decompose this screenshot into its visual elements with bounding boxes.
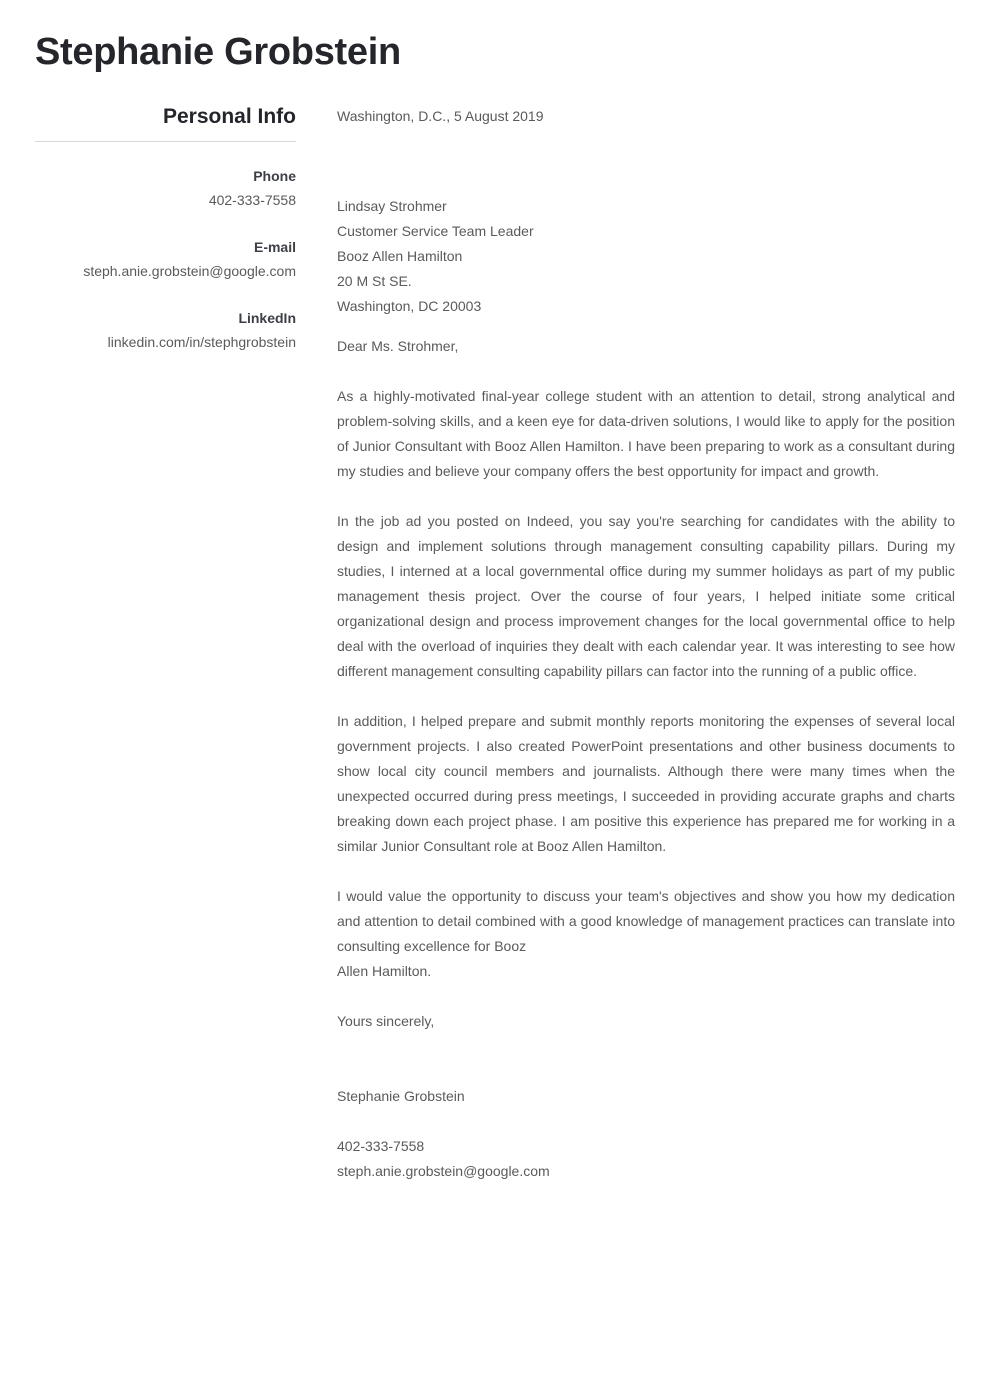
contact-item-phone [35, 164, 296, 213]
contact-item-email [35, 235, 296, 284]
page-title: Stephanie Grobstein [35, 31, 401, 73]
signature-email[interactable]: steph.anie.grobstein@google.com [337, 1162, 550, 1179]
letter-paragraph-3: In addition, I helped prepare and submit monthly reports monitoring the expenses of several local government projects. I also created PowerPoint presentations and other business documents to show local city council members and journalists. Although there were many times when the unexpected occurred during press meetings, I succeeded in providing accurate graphs and charts breaking down each project phase. I am positive this experience has prepared me for working in a similar Junior Consultant role at Booz Allen Hamilton. [337, 712, 955, 854]
sign-off: Yours sincerely, [337, 1012, 435, 1029]
document-header [0, 0, 990, 76]
letter-paragraph-4-part2: Allen Hamilton. [337, 962, 432, 979]
letter-paragraph-4-part1: I would value the opportunity to discuss your team's objectives and show you how my dedication and attention to detail combined with a good knowledge of management practices can translate into consulting excellence for Booz [337, 887, 955, 954]
contact-item-linkedin [35, 306, 296, 355]
recipient-address-block [337, 194, 955, 319]
letter-date-line: Washington, D.C., 5 August 2019 [337, 107, 544, 124]
contact-label-linkedin: LinkedIn [238, 309, 296, 326]
signature-name: Stephanie Grobstein [337, 1087, 465, 1104]
recipient-name: Lindsay Strohmer [337, 197, 447, 214]
recipient-company: Booz Allen Hamilton [337, 247, 463, 264]
letter-paragraph-4 [337, 884, 955, 984]
contact-value-phone: 402-333-7558 [208, 192, 296, 209]
salutation: Dear Ms. Strohmer, [337, 337, 459, 354]
letter-paragraph-2: In the job ad you posted on Indeed, you say you're searching for candidates with the ability to design and implement solutions through management consulting capability pillars. During my studies, I interned at a local governmental office during my summer holidays as part of my public management thesis project. Over the course of four years, I helped initiate some critical organizational design and process improvement changes for the local governmental office to help deal with the overload of inquiries they dealt with each calendar year. It was interesting to see how different management consulting capability pillars can factor into the running of a public office. [337, 512, 955, 679]
document-columns [0, 76, 990, 1184]
contact-value-linkedin[interactable]: linkedin.com/in/stephgrobstein [107, 334, 296, 351]
letter-paragraph-1: As a highly-motivated final-year college student with an attention to detail, strong analytical and problem-solving skills, and a keen eye for data-driven solutions, I would like to apply for the position of Junior Consultant with Booz Allen Hamilton. I have been preparing to work as a consultant during my studies and believe your company offers the best opportunity for impact and growth. [337, 387, 955, 479]
recipient-street: 20 M St SE. [337, 272, 412, 289]
sidebar-heading: Personal Info [35, 104, 296, 142]
contact-label-email: E-mail [253, 238, 296, 255]
letter-body [337, 104, 955, 1184]
recipient-title: Customer Service Team Leader [337, 222, 534, 239]
contact-label-phone: Phone [253, 167, 296, 184]
recipient-city-state-zip: Washington, DC 20003 [337, 297, 482, 314]
personal-info-sidebar [35, 104, 296, 355]
contact-value-email[interactable]: steph.anie.grobstein@google.com [83, 263, 296, 280]
signature-phone: 402-333-7558 [337, 1137, 425, 1154]
signature-contact-block [337, 1134, 955, 1184]
